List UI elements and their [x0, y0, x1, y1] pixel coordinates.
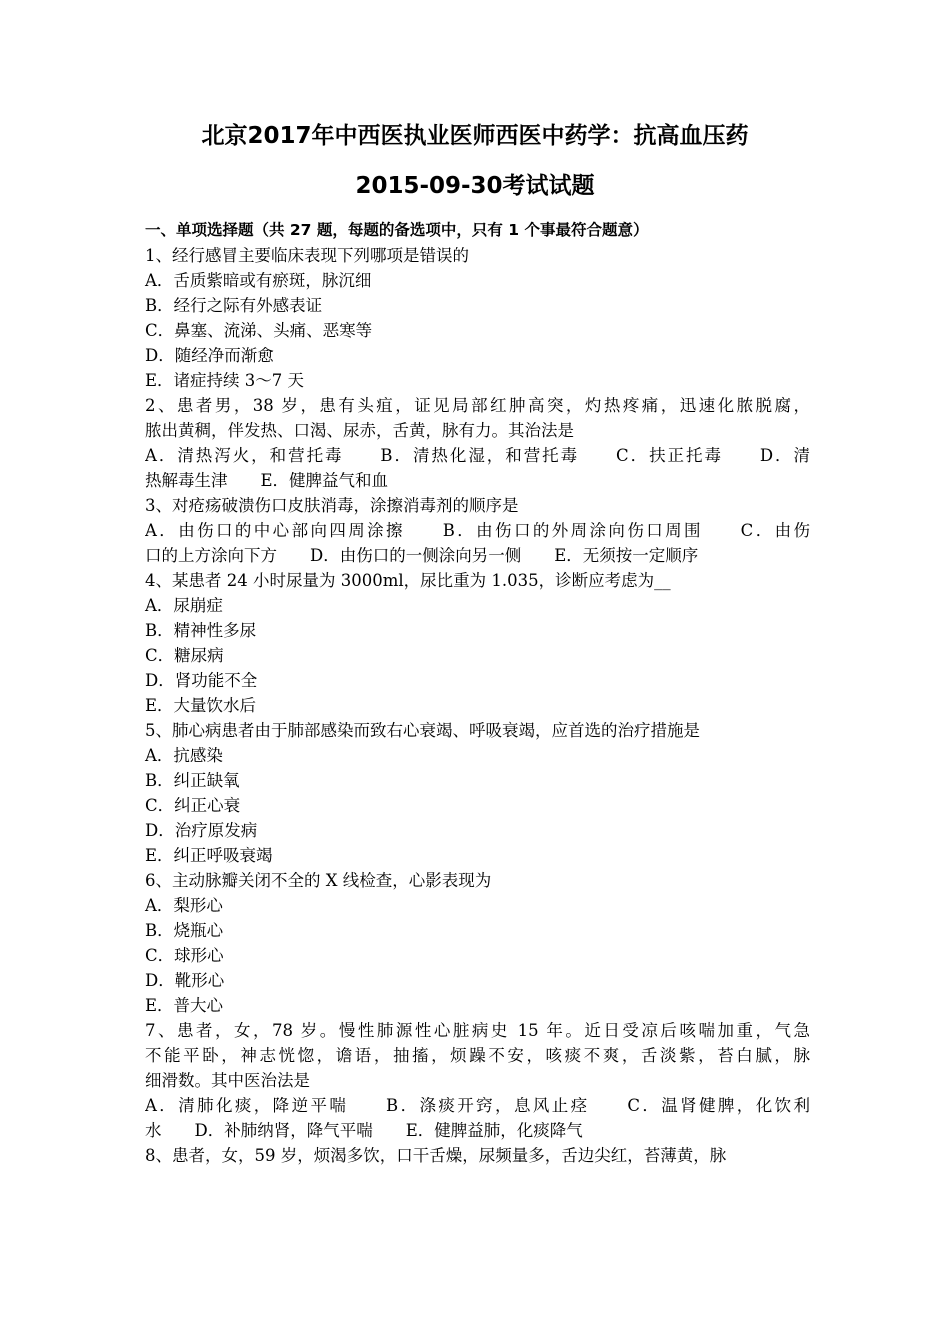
document-line: A．抗感染 [145, 746, 223, 765]
document-line: C．球形心 [145, 946, 224, 965]
document-body [145, 218, 810, 1168]
document-line: 细滑数。其中医治法是 [145, 1071, 310, 1090]
document-line: A．清热泻火，和营托毒 B．清热化湿，和营托毒 C．扶正托毒 D．清 [145, 446, 810, 465]
document-line: B．烧瓶心 [145, 921, 224, 940]
document-line: B．精神性多尿 [145, 621, 257, 640]
document-line: 5、肺心病患者由于肺部感染而致右心衰竭、呼吸衰竭，应首选的治疗措施是 [145, 721, 700, 740]
document-line: A．清肺化痰，降逆平喘 B．涤痰开窍，息风止痉 C．温肾健脾，化饮利 [145, 1096, 810, 1115]
document-line: E．诸症持续 3～7 天 [145, 371, 305, 390]
document-line: A．由伤口的中心部向四周涂擦 B．由伤口的外周涂向伤口周围 C．由伤 [145, 521, 810, 540]
document-line: D．肾功能不全 [145, 671, 258, 690]
document-line: E．纠正呼吸衰竭 [145, 846, 273, 865]
document-line: A．梨形心 [145, 896, 223, 915]
document-line: 2、患者男，38 岁，患有头疽，证见局部红肿高突，灼热疼痛，迅速化脓脱腐， [145, 396, 810, 415]
question-lines [145, 243, 810, 1168]
document-line: 8、患者，女，59 岁，烦渴多饮，口干舌燥，尿频量多，舌边尖红，苔薄黄，脉 [145, 1146, 727, 1165]
document-line: D．靴形心 [145, 971, 225, 990]
document-line: 水 D．补肺纳肾，降气平喘 E．健脾益肺，化痰降气 [145, 1121, 583, 1140]
document-line: 热解毒生津 E．健脾益气和血 [145, 471, 389, 490]
document-line: B．经行之际有外感表证 [145, 296, 323, 315]
document-line: A．舌质紫暗或有瘀斑，脉沉细 [145, 271, 372, 290]
section-heading: 一、单项选择题（共 27 题，每题的备选项中，只有 1 个事最符合题意） [145, 221, 649, 239]
document-line: E．大量饮水后 [145, 696, 257, 715]
document-line: 口的上方涂向下方 D．由伤口的一侧涂向另一侧 E．无须按一定顺序 [145, 546, 699, 565]
document-line: 3、对疮疡破溃伤口皮肤消毒，涂擦消毒剂的顺序是 [145, 496, 519, 515]
document-line: C．鼻塞、流涕、头痛、恶寒等 [145, 321, 373, 340]
document-line: D．治疗原发病 [145, 821, 258, 840]
document-line: A．尿崩症 [145, 596, 223, 615]
document-line: 脓出黄稠，伴发热、口渴、尿赤，舌黄，脉有力。其治法是 [145, 421, 574, 440]
document-title-line2: 2015-09-30考试试题 [355, 173, 595, 199]
document-line: 1、经行感冒主要临床表现下列哪项是错误的 [145, 246, 469, 265]
document-line: 不能平卧，神志恍惚，谵语，抽搐，烦躁不安，咳痰不爽，舌淡紫，苔白腻，脉 [145, 1046, 810, 1065]
document-line: 4、某患者 24 小时尿量为 3000ml，尿比重为 1.035，诊断应考虑为__ [145, 571, 671, 590]
document-line: C．糖尿病 [145, 646, 224, 665]
document-line: D．随经净而渐愈 [145, 346, 274, 365]
document-line: B．纠正缺氧 [145, 771, 240, 790]
document-line: C．纠正心衰 [145, 796, 241, 815]
document-line: E．普大心 [145, 996, 224, 1015]
document-line: 7、患者，女，78 岁。慢性肺源性心脏病史 15 年。近日受凉后咳喘加重，气急 [145, 1021, 810, 1040]
document-line: 6、主动脉瓣关闭不全的 X 线检查，心影表现为 [145, 871, 492, 890]
document-title-line1: 北京2017年中西医执业医师西医中药学：抗高血压药 [201, 123, 749, 149]
